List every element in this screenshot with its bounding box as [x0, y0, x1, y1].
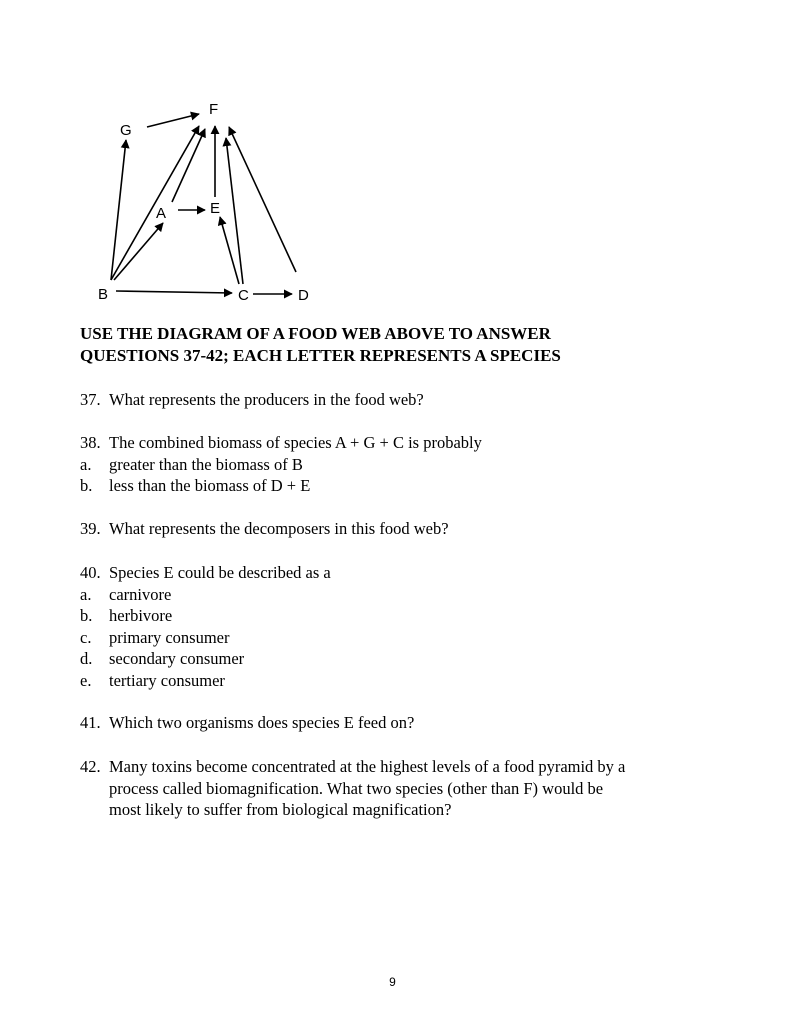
question-text-line-1: Many toxins become concentrated at the highest levels of a food pyramid by a: [109, 757, 626, 776]
page-number: 9: [389, 975, 396, 989]
option-letter: b.: [80, 606, 93, 625]
question-number: 42.: [80, 757, 101, 776]
heading-line-1: USE THE DIAGRAM OF A FOOD WEB ABOVE TO ANSWER: [80, 324, 551, 343]
question-41: [80, 712, 414, 734]
question-text: What represents the decomposers in this food web?: [109, 519, 449, 538]
option-b: [80, 475, 482, 497]
arrow-b-to-f: [111, 126, 199, 280]
option-a: [80, 584, 331, 606]
option-text: primary consumer: [109, 627, 230, 647]
option-text: herbivore: [109, 606, 173, 625]
option-b: [80, 605, 331, 627]
question-37: [80, 389, 424, 411]
question-text: Which two organisms does species E feed on?: [109, 713, 415, 732]
question-42: [80, 756, 625, 821]
node-e: E: [210, 200, 221, 217]
option-text: tertiary consumer: [109, 670, 225, 690]
option-letter: e.: [80, 670, 92, 690]
question-number: 38.: [80, 433, 101, 452]
question-text: Species E could be described as a: [109, 563, 331, 582]
option-letter: a.: [80, 584, 92, 604]
node-d: D: [298, 287, 309, 304]
option-d: [80, 648, 331, 670]
option-text: carnivore: [109, 584, 172, 604]
arrow-b-to-c: [116, 291, 232, 293]
option-text: secondary consumer: [109, 649, 245, 668]
question-number: 40.: [80, 563, 101, 582]
node-c: C: [238, 287, 249, 304]
question-number: 37.: [80, 390, 101, 409]
question-text-line-3: most likely to suffer from biological magnification?: [109, 800, 452, 819]
option-e: [80, 670, 331, 692]
option-letter: a.: [80, 454, 92, 474]
question-text: The combined biomass of species A + G + C is probably: [109, 433, 482, 452]
option-a: [80, 454, 482, 476]
option-letter: c.: [80, 627, 92, 647]
node-b: B: [98, 286, 109, 303]
node-g: G: [120, 122, 132, 139]
question-text-line-2: process called biomagnification. What two species (other than F) would be: [109, 778, 604, 798]
question-38: [80, 432, 482, 497]
instructions-heading: [80, 323, 561, 367]
food-web-diagram: [0, 0, 785, 320]
option-letter: d.: [80, 649, 93, 668]
heading-line-2: QUESTIONS 37-42; EACH LETTER REPRESENTS A SPECIES: [80, 346, 561, 365]
node-f: F: [209, 101, 219, 118]
question-text: What represents the producers in the food web?: [109, 390, 424, 409]
option-text: less than the biomass of D + E: [109, 476, 311, 495]
option-letter: b.: [80, 476, 93, 495]
node-a: A: [156, 205, 167, 222]
option-c: [80, 627, 331, 649]
question-39: [80, 518, 449, 540]
question-number: 39.: [80, 519, 101, 538]
arrow-g-to-f: [147, 114, 199, 127]
question-40: [80, 562, 331, 691]
question-number: 41.: [80, 713, 101, 732]
option-text: greater than the biomass of B: [109, 454, 303, 474]
arrow-c-to-f: [226, 138, 243, 284]
